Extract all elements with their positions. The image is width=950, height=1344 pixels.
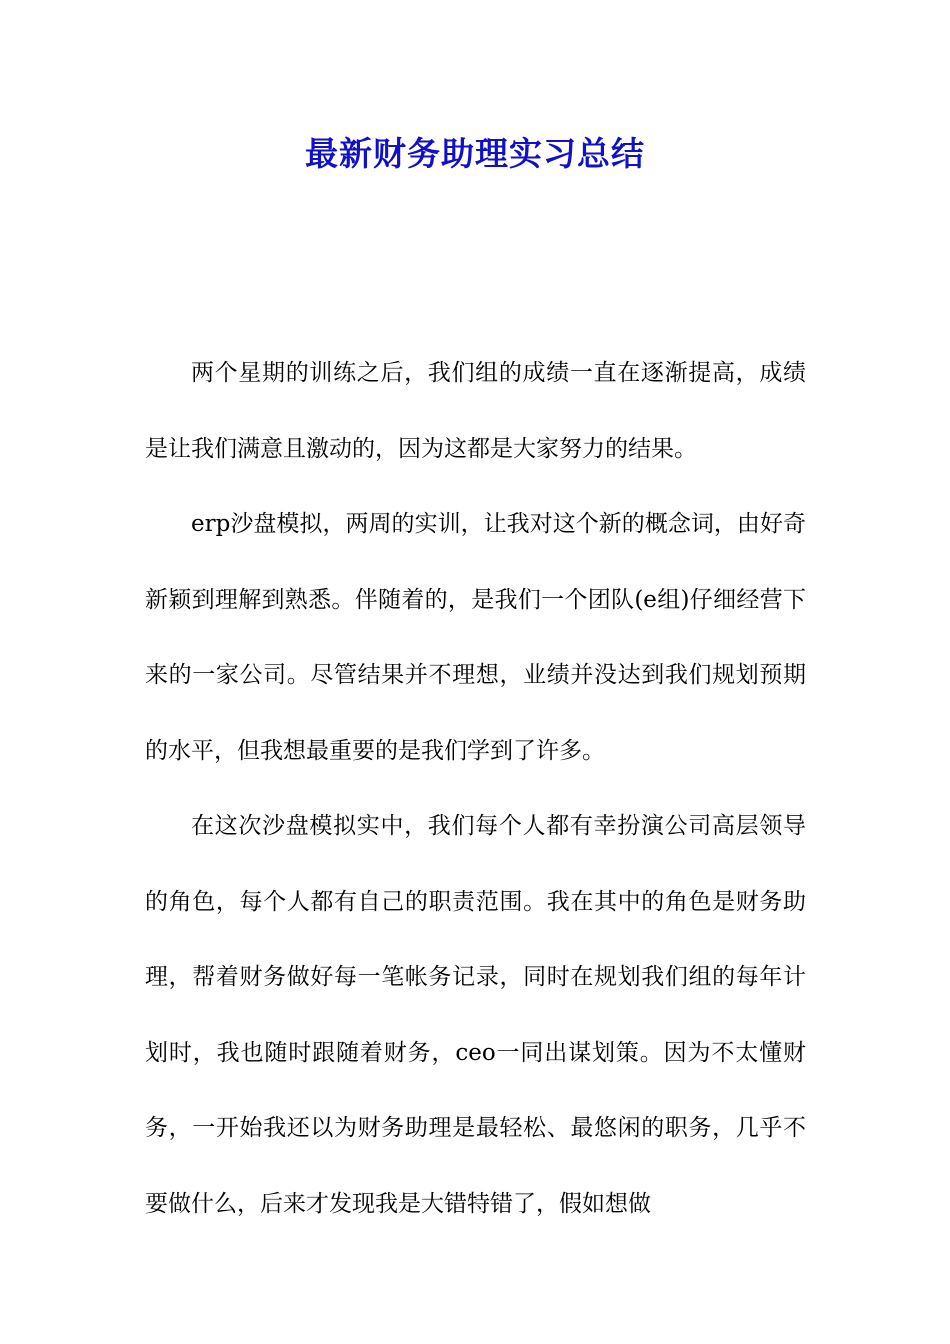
paragraph-3: 在这次沙盘模拟实中，我们每个人都有幸扮演公司高层领导的角色，每个人都有自己的职责范围。我在其中的角色是财务助理，帮着财务做好每一笔帐务记录，同时在规划我们组的每年计划时，我也随时跟随着财务，ceo一同出谋划策。因为不太懂财务，一开始我还以为财务助理是最轻松、最悠闲的职务，几乎不要做什么，后来才发现我是大错特错了，假如想做	[145, 813, 806, 1217]
document-title: 最新财务助理实习总结	[305, 134, 645, 173]
paragraph-1: 两个星期的训练之后，我们组的成绩一直在逐渐提高，成绩是让我们满意且激动的，因为这都是大家努力的结果。	[145, 360, 806, 462]
document-body	[145, 336, 806, 1242]
paragraph-2: erp沙盘模拟，两周的实训，让我对这个新的概念词，由好奇新颖到理解到熟悉。伴随着的，是我们一个团队(e组)仔细经营下来的一家公司。尽管结果并不理想，业绩并没达到我们规划预期的水平，但我想最重要的是我们学到了许多。	[145, 511, 806, 764]
